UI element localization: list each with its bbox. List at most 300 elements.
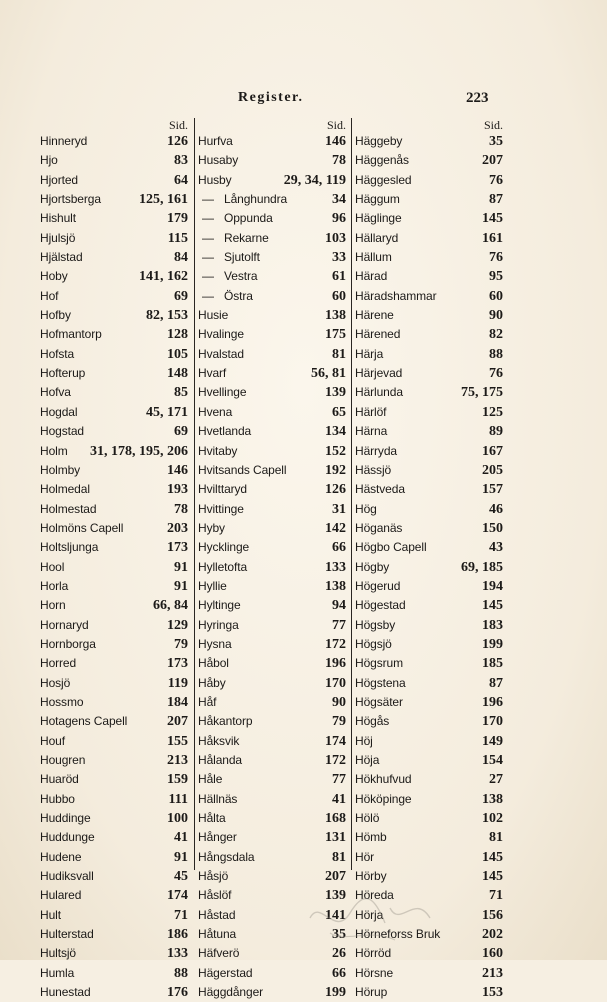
- entry-name: [198, 732, 239, 751]
- entry-pages: 175: [325, 327, 346, 343]
- entry-name: [355, 461, 391, 480]
- entry-name: [40, 654, 76, 673]
- entry-name: [355, 480, 405, 499]
- index-entry: [40, 364, 192, 383]
- entry-pages: 176: [167, 985, 188, 1001]
- index-entry: [40, 809, 192, 828]
- entry-name: [198, 306, 228, 325]
- entry-name: [40, 190, 101, 209]
- index-entry: [198, 577, 350, 596]
- entry-pages: 213: [482, 965, 503, 981]
- entry-pages: 71: [489, 888, 503, 904]
- entry-name: [355, 616, 395, 635]
- entry-name-text: Hörsne: [355, 965, 394, 980]
- entry-pages: 69: [174, 424, 188, 440]
- index-entry: [40, 151, 192, 170]
- index-entry: [198, 364, 350, 383]
- entry-name-text: Hålanda: [198, 753, 243, 767]
- entry-pages: 31: [332, 501, 346, 517]
- ditto-dash: —: [202, 230, 214, 245]
- entry-pages: 138: [325, 308, 346, 324]
- entry-name: [40, 751, 85, 770]
- index-entry: [355, 171, 507, 190]
- entry-pages: 69: [174, 288, 188, 304]
- entry-name: [40, 461, 80, 480]
- entry-name: [40, 925, 94, 944]
- entry-name-text: Holmestad: [40, 501, 97, 516]
- index-entry: [198, 209, 350, 228]
- entry-name-text: Hörby: [355, 869, 387, 884]
- entry-name-text: Huddunge: [40, 830, 95, 845]
- entry-name-text: Håslöf: [198, 888, 232, 903]
- entry-name: [198, 770, 222, 789]
- entry-name-text: Hömb: [355, 830, 387, 845]
- index-entry: [355, 383, 507, 402]
- index-entry: [355, 248, 507, 267]
- entry-name: [198, 674, 226, 693]
- entry-name-text: Hulterstad: [40, 927, 94, 942]
- index-column-1: [40, 118, 192, 1002]
- entry-name: [40, 132, 87, 151]
- entry-name-text: Hudiksvall: [40, 869, 94, 884]
- index-column-3: [355, 118, 507, 1002]
- entry-pages: 90: [489, 308, 503, 324]
- entry-pages: 91: [174, 578, 188, 594]
- entry-name-text: Häradshammar: [355, 288, 437, 303]
- entry-name: [198, 944, 239, 963]
- entry-name-text: Hougren: [40, 753, 86, 767]
- entry-pages: 61: [332, 269, 346, 285]
- index-entry: [40, 558, 192, 577]
- entry-pages: 43: [489, 540, 503, 556]
- entry-name: [355, 287, 437, 306]
- entry-name: [198, 190, 287, 209]
- entry-name-text: Håsjö: [198, 869, 229, 884]
- entry-name-text: Vestra: [224, 269, 258, 284]
- ditto-dash: —: [202, 250, 214, 265]
- entry-name-text: Häggdånger: [198, 985, 264, 1000]
- index-entry: [40, 906, 192, 925]
- entry-name-text: Holmöns Capell: [40, 520, 124, 535]
- entry-name: [198, 151, 238, 170]
- index-entry: [40, 964, 192, 983]
- entry-name-text: Hörja: [355, 907, 384, 922]
- entry-pages: 56, 81: [311, 366, 346, 382]
- entry-name: [40, 267, 68, 286]
- entry-name-text: Håksvik: [198, 733, 240, 748]
- entry-name-text: Hvena: [198, 404, 233, 419]
- entry-name-text: Sjutolft: [224, 250, 260, 265]
- entry-name: [355, 171, 411, 190]
- entry-name-text: Hjälstad: [40, 250, 83, 265]
- entry-pages: 41: [174, 830, 188, 846]
- entry-name-text: Horla: [40, 578, 69, 593]
- entry-name-text: Hjo: [40, 153, 58, 168]
- entry-name-text: Hjulsjö: [40, 230, 76, 245]
- entry-pages: 184: [167, 694, 188, 710]
- entry-name-text: Hvetlanda: [198, 424, 252, 439]
- entry-name: [198, 886, 231, 905]
- entry-name: [198, 538, 249, 557]
- index-entry: [198, 964, 350, 983]
- page-title: Register.: [238, 90, 304, 105]
- index-entry: [40, 229, 192, 248]
- index-entry: [355, 577, 507, 596]
- index-entry: [355, 983, 507, 1002]
- entry-name: [355, 964, 393, 983]
- index-entry: [355, 345, 507, 364]
- entry-name: [198, 480, 247, 499]
- entry-pages: 82, 153: [146, 308, 188, 324]
- index-entry: [40, 171, 192, 190]
- entry-pages: 141, 162: [139, 269, 188, 285]
- entry-name: [198, 693, 216, 712]
- index-entry: [40, 577, 192, 596]
- entry-pages: 79: [332, 714, 346, 730]
- index-entry: [40, 190, 192, 209]
- index-entry: [198, 790, 350, 809]
- entry-pages: 89: [489, 424, 503, 440]
- entry-pages: 41: [332, 791, 346, 807]
- entry-pages: 60: [332, 288, 346, 304]
- entry-name: [40, 151, 58, 170]
- entry-pages: 138: [482, 791, 503, 807]
- index-entry: [355, 190, 507, 209]
- index-entry: [355, 964, 507, 983]
- entry-pages: 194: [482, 578, 503, 594]
- entry-pages: 146: [325, 134, 346, 149]
- entry-pages: 128: [167, 327, 188, 343]
- index-entry: [198, 770, 350, 789]
- entry-pages: 160: [482, 946, 503, 962]
- entry-pages: 95: [489, 269, 503, 285]
- entry-name: [40, 577, 68, 596]
- index-entry: [40, 635, 192, 654]
- index-entry: [355, 712, 507, 731]
- entry-name-text: Hyltinge: [198, 598, 241, 613]
- entry-name: [355, 770, 411, 789]
- index-entry: [40, 770, 192, 789]
- index-entry: [198, 828, 350, 847]
- entry-name-text: Hvalstad: [198, 346, 244, 361]
- index-entry: [355, 635, 507, 654]
- entry-name-text: Husaby: [198, 153, 239, 168]
- entry-pages: 78: [332, 153, 346, 169]
- index-entry: [40, 519, 192, 538]
- index-entry: [40, 248, 192, 267]
- entry-name: [40, 209, 76, 228]
- entry-pages: 213: [167, 753, 188, 768]
- entry-pages: 148: [167, 366, 188, 382]
- entry-name: [198, 828, 237, 847]
- entry-pages: 131: [325, 830, 346, 846]
- index-entry: [198, 151, 350, 170]
- entry-name: [198, 906, 235, 925]
- entry-name-text: Håkantorp: [198, 714, 253, 729]
- entry-name-text: Hvarf: [198, 366, 227, 381]
- entry-name-text: Hult: [40, 907, 61, 922]
- index-entry: [355, 325, 507, 344]
- entry-name-text: Häggenås: [355, 153, 409, 168]
- index-entry: [40, 983, 192, 1002]
- entry-name: [40, 287, 58, 306]
- index-entry: [40, 287, 192, 306]
- entry-name: [40, 229, 75, 248]
- entry-pages: 133: [325, 559, 346, 575]
- entry-name: [198, 461, 286, 480]
- entry-name: [355, 732, 373, 751]
- entry-pages: 149: [482, 733, 503, 749]
- index-entry: [355, 732, 507, 751]
- entry-name-text: Hyllie: [198, 578, 227, 593]
- entry-pages: 134: [325, 424, 346, 440]
- entry-name-text: Hästveda: [355, 482, 405, 497]
- entry-name-text: Hvellinge: [198, 385, 247, 400]
- entry-name-text: Hornaryd: [40, 617, 89, 632]
- entry-name: [40, 596, 66, 615]
- entry-name: [40, 867, 94, 886]
- entry-name-text: Härna: [355, 424, 388, 439]
- entry-pages: 202: [482, 927, 503, 943]
- index-entry: [198, 383, 350, 402]
- column-divider: [351, 118, 352, 870]
- entry-name: [355, 248, 392, 267]
- entry-name: [355, 790, 411, 809]
- entry-pages: 76: [489, 366, 503, 382]
- entry-pages: 152: [325, 443, 346, 459]
- index-entry: [40, 403, 192, 422]
- entry-name: [355, 267, 387, 286]
- entry-name: [198, 809, 226, 828]
- index-entry: [198, 538, 350, 557]
- entry-pages: 193: [167, 482, 188, 498]
- index-column-2: [198, 118, 350, 1002]
- entry-name: [355, 848, 374, 867]
- entry-pages: 94: [332, 598, 346, 614]
- entry-name: [40, 383, 71, 402]
- entry-name-text: Härja: [355, 346, 384, 361]
- entry-name-text: Hörröd: [355, 946, 392, 961]
- entry-name-text: Höja: [355, 753, 380, 767]
- entry-pages: 87: [489, 675, 503, 691]
- index-entry: [198, 480, 350, 499]
- index-entry: [355, 538, 507, 557]
- index-entry: [40, 461, 192, 480]
- entry-name: [40, 538, 98, 557]
- entry-name: [198, 654, 229, 673]
- entry-name-text: Hölö: [355, 811, 380, 826]
- entry-name-text: Östra: [224, 288, 253, 303]
- entry-name: [355, 751, 379, 770]
- entry-pages: 100: [167, 811, 188, 827]
- entry-name: [198, 790, 237, 809]
- entry-name: [355, 558, 389, 577]
- entry-name-text: Håbol: [198, 656, 229, 671]
- entry-name: [198, 383, 246, 402]
- entry-pages: 205: [482, 462, 503, 478]
- index-entry: [355, 558, 507, 577]
- entry-name: [198, 325, 244, 344]
- sid-header: Sid.: [483, 118, 503, 132]
- entry-name: [40, 944, 76, 963]
- entry-name: [40, 403, 77, 422]
- entry-name: [198, 925, 236, 944]
- entry-name: [40, 964, 74, 983]
- entry-name-text: Hornborga: [40, 636, 96, 651]
- index-entry: [198, 751, 350, 770]
- entry-pages: 156: [482, 907, 503, 923]
- entry-name-text: Huaröd: [40, 772, 79, 787]
- entry-name: [40, 558, 64, 577]
- entry-name-text: Hof: [40, 288, 59, 303]
- entry-name-text: Hyringa: [198, 617, 239, 632]
- index-entry: [40, 848, 192, 867]
- entry-name: [355, 364, 402, 383]
- index-entry: [40, 867, 192, 886]
- entry-name-text: Häggesled: [355, 172, 412, 187]
- entry-name: [355, 635, 392, 654]
- entry-pages: 145: [482, 211, 503, 227]
- entry-name: [198, 171, 232, 190]
- entry-name: [355, 422, 387, 441]
- entry-pages: 76: [489, 172, 503, 188]
- index-entry: [355, 422, 507, 441]
- entry-name: [40, 693, 83, 712]
- entry-name: [198, 596, 241, 615]
- entry-pages: 168: [325, 811, 346, 827]
- entry-name-text: Högsrum: [355, 656, 403, 671]
- index-entry: [198, 345, 350, 364]
- entry-name-text: Hudene: [40, 849, 82, 864]
- entry-pages: 88: [489, 346, 503, 362]
- index-entry: [40, 712, 192, 731]
- entry-pages: 119: [167, 675, 188, 691]
- entry-name-text: Hvitaby: [198, 443, 238, 458]
- entry-name-text: Hjortsberga: [40, 192, 101, 207]
- entry-name-text: Hyby: [198, 520, 225, 535]
- entry-name-text: Hofterup: [40, 366, 86, 381]
- entry-name-text: Hjorted: [40, 172, 78, 187]
- entry-pages: 145: [482, 869, 503, 885]
- entry-pages: 129: [167, 617, 188, 633]
- entry-pages: 105: [167, 346, 188, 362]
- entry-name: [40, 732, 65, 751]
- index-entry: [355, 674, 507, 693]
- index-entry: [355, 461, 507, 480]
- entry-pages: 103: [325, 230, 346, 246]
- entry-name: [355, 538, 427, 557]
- entry-pages: 81: [332, 346, 346, 362]
- entry-pages: 76: [489, 250, 503, 266]
- entry-pages: 174: [325, 733, 346, 749]
- entry-name: [40, 519, 123, 538]
- entry-name-text: Husie: [198, 308, 229, 323]
- entry-name: [198, 964, 252, 983]
- entry-pages: 207: [167, 714, 188, 730]
- entry-name-text: Husby: [198, 172, 232, 187]
- entry-name-text: Hunestad: [40, 985, 91, 1000]
- entry-pages: 207: [325, 869, 346, 885]
- index-entry: [355, 403, 507, 422]
- ditto-dash: —: [202, 211, 214, 226]
- entry-pages: 75, 175: [461, 385, 503, 401]
- index-entry: [40, 944, 192, 963]
- index-entry: [198, 461, 350, 480]
- entry-name-text: Håby: [198, 675, 226, 690]
- entry-pages: 173: [167, 540, 188, 556]
- entry-name-text: Holm: [40, 443, 68, 458]
- index-entry: [198, 287, 350, 306]
- entry-name: [198, 229, 269, 248]
- entry-name: [40, 442, 68, 461]
- entry-name: [40, 171, 78, 190]
- entry-name: [198, 248, 260, 267]
- index-entry: [198, 500, 350, 519]
- entry-pages: 196: [482, 694, 503, 710]
- index-entry: [198, 983, 350, 1002]
- index-entry: [198, 558, 350, 577]
- entry-pages: 96: [332, 211, 346, 227]
- entry-name-text: Hofby: [40, 308, 71, 323]
- entry-name-text: Häfverö: [198, 946, 240, 961]
- entry-name: [40, 886, 81, 905]
- entry-name-text: Högby: [355, 559, 390, 574]
- entry-name-text: Hökhufvud: [355, 772, 412, 787]
- index-entry: [198, 229, 350, 248]
- index-entry: [40, 925, 192, 944]
- index-entry: [355, 519, 507, 538]
- index-entry: [40, 538, 192, 557]
- entry-pages: 102: [482, 811, 503, 827]
- entry-name: [40, 828, 95, 847]
- entry-name: [198, 267, 257, 286]
- entry-pages: 45, 171: [146, 404, 188, 420]
- entry-pages: 172: [325, 753, 346, 768]
- entry-name-text: Oppunda: [224, 211, 273, 226]
- entry-pages: 90: [332, 694, 346, 710]
- entry-name-text: Härene: [355, 308, 394, 323]
- entry-name: [355, 828, 387, 847]
- index-entry: [355, 500, 507, 519]
- entry-name-text: Hofmantorp: [40, 327, 102, 342]
- entry-name-text: Hurfva: [198, 134, 233, 148]
- entry-pages: 126: [167, 134, 188, 149]
- index-entry: [198, 732, 350, 751]
- entry-pages: 69, 185: [461, 559, 503, 575]
- entry-name: [40, 712, 127, 731]
- entry-name-text: Hysna: [198, 636, 232, 651]
- entry-pages: 126: [325, 482, 346, 498]
- index-entry: [40, 616, 192, 635]
- entry-name-text: Hylletofta: [198, 559, 248, 574]
- entry-pages: 172: [325, 636, 346, 652]
- entry-name: [355, 209, 402, 228]
- index-entry: [40, 132, 192, 151]
- index-entry: [355, 209, 507, 228]
- entry-name-text: Håf: [198, 694, 217, 709]
- entry-name: [355, 151, 409, 170]
- entry-name: [198, 364, 226, 383]
- entry-name-text: Högsjö: [355, 636, 392, 651]
- entry-name-text: Hossmo: [40, 694, 84, 709]
- entry-name-text: Hogdal: [40, 404, 78, 419]
- entry-name-text: Hångsdala: [198, 849, 255, 864]
- entry-name-text: Högstena: [355, 675, 406, 690]
- entry-name: [198, 635, 232, 654]
- index-entry: [40, 422, 192, 441]
- entry-pages: 199: [325, 985, 346, 1001]
- entry-name-text: Hinneryd: [40, 134, 88, 148]
